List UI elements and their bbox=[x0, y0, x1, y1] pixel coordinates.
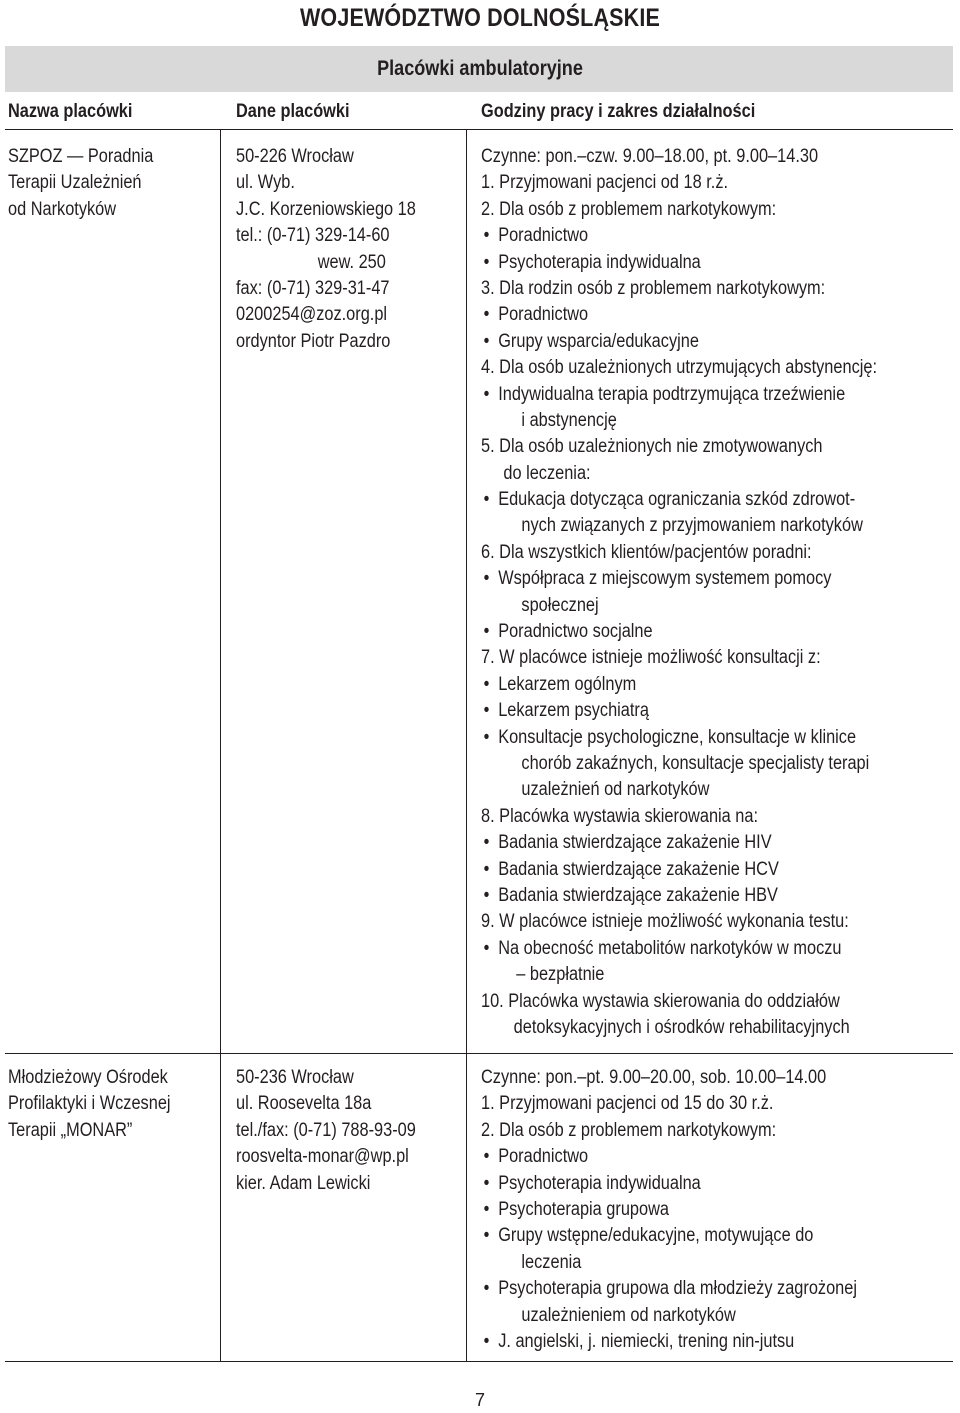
bullet-item bbox=[481, 936, 877, 962]
bullet-icon: • bbox=[483, 1146, 490, 1168]
details-line: kier. Adam Lewicki bbox=[236, 1172, 371, 1194]
bullet-text: Lekarzem psychiatrą bbox=[498, 700, 649, 722]
numbered-item: 7. W placówce istnieje możliwość konsultacji z: bbox=[481, 647, 821, 669]
bullet-icon: • bbox=[483, 304, 490, 326]
numbered-item: 6. Dla wszystkich klientów/pacjentów poradni: bbox=[481, 541, 812, 563]
bullet-text: Indywidualna terapia podtrzymująca trzeźwienie bbox=[498, 383, 846, 405]
details-line: J.C. Korzeniowskiego 18 bbox=[236, 198, 416, 220]
details-line: 50-226 Wrocław bbox=[236, 146, 354, 167]
bullet-item bbox=[481, 329, 877, 355]
details-line: ul. Roosevelta 18a bbox=[236, 1093, 372, 1115]
opening-hours: Czynne: pon.–czw. 9.00–18.00, pt. 9.00–14.30 bbox=[481, 146, 819, 167]
numbered-item: 8. Placówka wystawia skierowania na: bbox=[481, 805, 759, 827]
bullet-item bbox=[481, 1144, 857, 1170]
numbered-item: 1. Przyjmowani pacjenci od 18 r.ż. bbox=[481, 172, 729, 194]
bullet-icon: • bbox=[483, 1330, 490, 1352]
bullet-text: Poradnictwo bbox=[498, 1146, 589, 1168]
bullet-text: Badania stwierdzające zakażenie HIV bbox=[498, 832, 772, 854]
bullet-item bbox=[481, 672, 877, 698]
column-header-hours: Godziny pracy i zakres działalności bbox=[481, 101, 756, 122]
bullet-text: Psychoterapia indywidualna bbox=[498, 1172, 701, 1194]
bullet-continuation: uzależnień od narkotyków bbox=[521, 779, 710, 801]
bullet-icon: • bbox=[483, 726, 490, 748]
bullet-continuation: uzależnieniem od narkotyków bbox=[521, 1304, 736, 1326]
bullet-text: Badania stwierdzające zakażenie HCV bbox=[498, 858, 779, 880]
details-line: tel.: (0-71) 329-14-60 bbox=[236, 225, 390, 247]
email-link[interactable]: roosvelta-monar@wp.pl bbox=[236, 1146, 409, 1168]
bullet-icon: • bbox=[483, 383, 490, 405]
details-line: fax: (0-71) 329-31-47 bbox=[236, 277, 390, 299]
bullet-text: J. angielski, j. niemiecki, trening nin-jutsu bbox=[498, 1330, 795, 1352]
page-title: WOJEWÓDZTWO DOLNOŚLĄSKIE bbox=[299, 4, 661, 32]
bullet-text: Na obecność metabolitów narkotyków w moczu bbox=[498, 937, 842, 959]
row-divider bbox=[5, 1053, 953, 1054]
bullet-item bbox=[481, 250, 877, 276]
bullet-icon: • bbox=[483, 832, 490, 854]
bullet-continuation: społecznej bbox=[521, 594, 599, 616]
column-header-name: Nazwa placówki bbox=[8, 101, 133, 122]
bullet-continuation: – bezpłatnie bbox=[516, 964, 605, 986]
bullet-icon: • bbox=[483, 621, 490, 643]
bullet-item bbox=[481, 302, 877, 328]
name-line: SZPOZ — Poradnia bbox=[8, 146, 154, 167]
page-number: 7 bbox=[474, 1390, 485, 1410]
bullet-icon: • bbox=[483, 568, 490, 590]
bullet-item bbox=[481, 1329, 857, 1355]
bullet-icon: • bbox=[483, 937, 490, 959]
opening-hours: Czynne: pon.–pt. 9.00–20.00, sob. 10.00–14.00 bbox=[481, 1067, 827, 1088]
name-line: Terapii Uzależnień bbox=[8, 172, 142, 194]
bullet-item bbox=[481, 698, 877, 724]
bullet-icon: • bbox=[483, 1198, 490, 1220]
numbered-item: 2. Dla osób z problemem narkotykowym: bbox=[481, 198, 777, 220]
bullet-text: Konsultacje psychologiczne, konsultacje w klinice bbox=[498, 726, 857, 748]
bullet-icon: • bbox=[483, 1172, 490, 1194]
column-divider-2 bbox=[466, 129, 467, 1361]
bullet-text: Współpraca z miejscowym systemem pomocy bbox=[498, 568, 832, 590]
bullet-text: Psychoterapia grupowa dla młodzieży zagrożonej bbox=[498, 1278, 857, 1300]
details-line: ordyntor Piotr Pazdro bbox=[236, 330, 391, 352]
bullet-icon: • bbox=[483, 700, 490, 722]
bullet-continuation: leczenia bbox=[521, 1251, 582, 1273]
table-row-2-details bbox=[236, 1065, 416, 1197]
bullet-item bbox=[481, 857, 877, 883]
bullet-text: Lekarzem ogólnym bbox=[498, 673, 637, 695]
bullet-item bbox=[481, 487, 877, 513]
bullet-item bbox=[481, 1223, 857, 1249]
table-row-1-name bbox=[8, 144, 153, 223]
table-row-1-details bbox=[236, 144, 416, 355]
bullet-continuation: nych związanych z przyjmowaniem narkotyków bbox=[521, 515, 863, 537]
numbered-item: 1. Przyjmowani pacjenci od 15 do 30 r.ż. bbox=[481, 1093, 774, 1115]
bullet-text: Badania stwierdzające zakażenie HBV bbox=[498, 884, 778, 906]
bullet-icon: • bbox=[483, 225, 490, 247]
bullet-icon: • bbox=[483, 673, 490, 695]
bullet-text: Poradnictwo bbox=[498, 304, 589, 326]
bullet-item bbox=[481, 223, 877, 249]
bullet-item bbox=[481, 883, 877, 909]
bullet-item bbox=[481, 566, 877, 592]
bullet-text: Psychoterapia grupowa bbox=[498, 1198, 669, 1220]
bullet-icon: • bbox=[483, 884, 490, 906]
table-row-1-hours bbox=[481, 144, 877, 1041]
bullet-item bbox=[481, 382, 877, 408]
numbered-item: 5. Dla osób uzależnionych nie zmotywowanych bbox=[481, 436, 823, 458]
bullet-icon: • bbox=[483, 858, 490, 880]
numbered-item: 9. W placówce istnieje możliwość wykonania testu: bbox=[481, 911, 849, 933]
bullet-item bbox=[481, 725, 877, 751]
column-divider-1 bbox=[220, 129, 221, 1361]
details-line: ul. Wyb. bbox=[236, 172, 295, 194]
name-line: Młodzieżowy Ośrodek bbox=[8, 1067, 168, 1088]
table-bottom-line bbox=[5, 1361, 953, 1362]
bullet-text: Edukacja dotycząca ograniczania szkód zdrowot- bbox=[498, 489, 856, 511]
numbered-continuation: detoksykacyjnych i ośrodków rehabilitacyjnych bbox=[513, 1016, 850, 1038]
name-line: Profilaktyki i Wczesnej bbox=[8, 1093, 171, 1115]
name-line: Terapii „MONAR” bbox=[8, 1119, 133, 1141]
bullet-item bbox=[481, 1276, 857, 1302]
bullet-item bbox=[481, 1171, 857, 1197]
column-header-details: Dane placówki bbox=[236, 101, 350, 122]
header-divider bbox=[5, 129, 953, 130]
bullet-icon: • bbox=[483, 251, 490, 273]
numbered-item: 4. Dla osób uzależnionych utrzymujących abstynencję: bbox=[481, 357, 878, 379]
bullet-text: Grupy wstępne/edukacyjne, motywujące do bbox=[498, 1225, 814, 1247]
table-row-2-hours bbox=[481, 1065, 857, 1355]
details-line: tel./fax: (0-71) 788-93-09 bbox=[236, 1119, 416, 1141]
bullet-icon: • bbox=[483, 1225, 490, 1247]
bullet-continuation: chorób zakaźnych, konsultacje specjalisty terapi bbox=[521, 752, 870, 774]
bullet-item bbox=[481, 1197, 857, 1223]
table-row-2-name bbox=[8, 1065, 171, 1144]
numbered-continuation: do leczenia: bbox=[503, 462, 591, 484]
bullet-item bbox=[481, 619, 877, 645]
bullet-icon: • bbox=[483, 1278, 490, 1300]
bullet-icon: • bbox=[483, 330, 490, 352]
page-subtitle: Placówki ambulatoryjne bbox=[377, 57, 583, 80]
bullet-text: Grupy wsparcia/edukacyjne bbox=[498, 330, 699, 352]
bullet-continuation: i abstynencję bbox=[521, 409, 617, 431]
numbered-item: 3. Dla rodzin osób z problemem narkotykowym: bbox=[481, 277, 826, 299]
bullet-text: Poradnictwo socjalne bbox=[498, 621, 653, 643]
bullet-icon: • bbox=[483, 489, 490, 511]
bullet-text: Poradnictwo bbox=[498, 225, 589, 247]
email-link[interactable]: 0200254@zoz.org.pl bbox=[236, 304, 388, 326]
details-line: wew. 250 bbox=[317, 251, 386, 273]
bullet-text: Psychoterapia indywidualna bbox=[498, 251, 701, 273]
numbered-item: 2. Dla osób z problemem narkotykowym: bbox=[481, 1119, 777, 1141]
details-line: 50-236 Wrocław bbox=[236, 1067, 354, 1088]
bullet-item bbox=[481, 830, 877, 856]
name-line: od Narkotyków bbox=[8, 198, 117, 220]
numbered-item: 10. Placówka wystawia skierowania do oddziałów bbox=[481, 990, 840, 1012]
